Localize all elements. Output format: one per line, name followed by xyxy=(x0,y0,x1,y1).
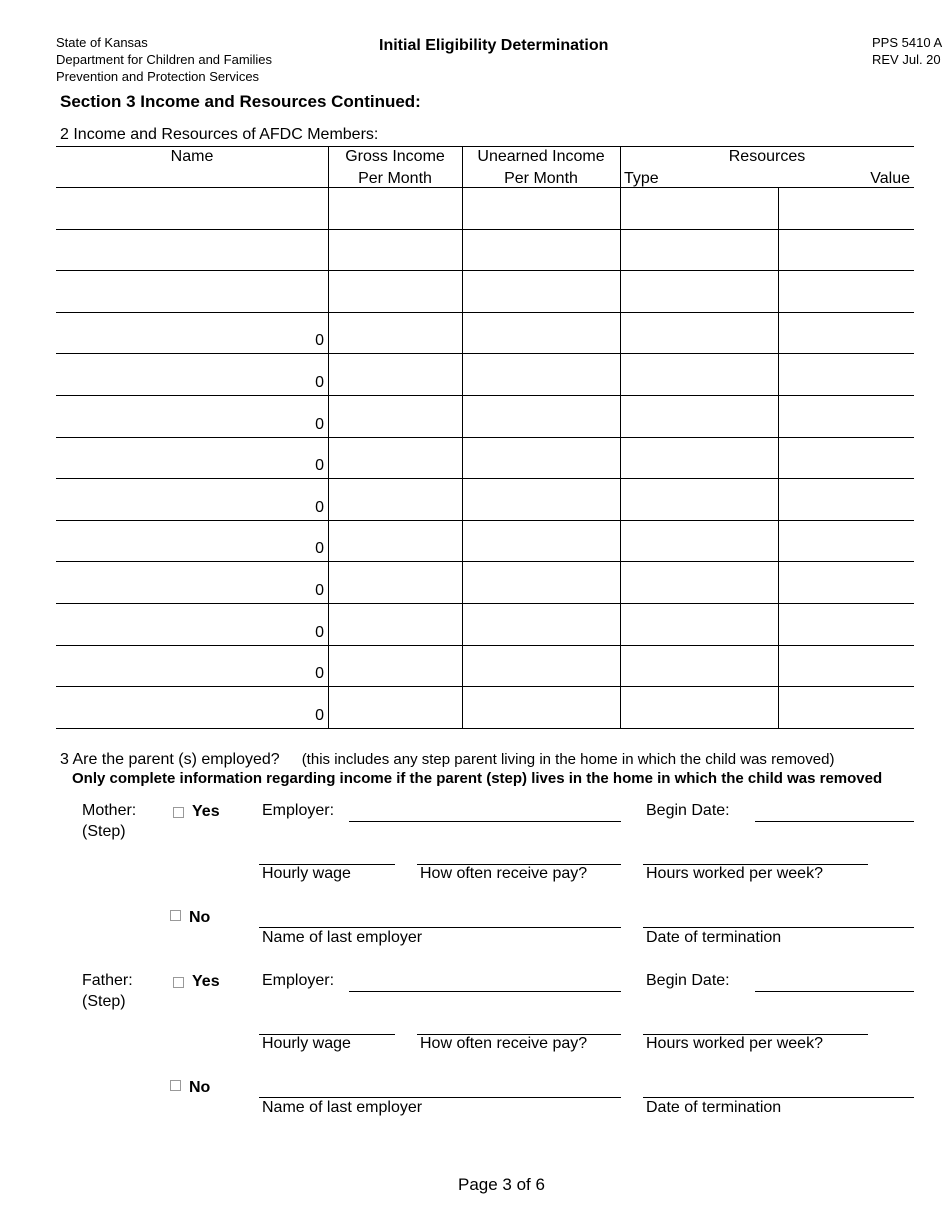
name-cell-value[interactable]: 0 xyxy=(315,624,324,641)
father-last-employer-label: Name of last employer xyxy=(262,1099,423,1116)
agency-line-1: State of Kansas xyxy=(56,35,148,50)
father-yes-label: Yes xyxy=(192,973,220,990)
table-row xyxy=(56,229,914,270)
mother-employer-input[interactable] xyxy=(349,821,621,822)
question-3-bold-note: Only complete information regarding income if the parent (step) lives in the home in which the child was removed xyxy=(72,770,883,787)
col-header-unearned-line2: Per Month xyxy=(504,170,578,187)
table-row xyxy=(56,645,914,686)
agency-line-2: Department for Children and Families xyxy=(56,52,273,67)
col-header-name: Name xyxy=(170,148,214,165)
father-no-label: No xyxy=(189,1079,211,1096)
col-header-type: Type xyxy=(624,170,659,187)
name-cell-value[interactable]: 0 xyxy=(315,540,324,557)
mother-step-label: (Step) xyxy=(82,823,126,840)
mother-termination-label: Date of termination xyxy=(646,929,782,946)
father-employer-input[interactable] xyxy=(349,991,621,992)
mother-begin-date-input[interactable] xyxy=(755,821,914,822)
name-cell-value[interactable]: 0 xyxy=(315,707,324,724)
table-row xyxy=(56,187,914,229)
name-cell-value[interactable]: 0 xyxy=(315,374,324,391)
row-separator xyxy=(56,728,914,729)
mother-employer-label: Employer: xyxy=(262,802,335,819)
mother-no-checkbox[interactable] xyxy=(170,910,181,921)
name-cell-value[interactable]: 0 xyxy=(315,499,324,516)
table-row xyxy=(56,437,914,478)
mother-last-employer-label: Name of last employer xyxy=(262,929,423,946)
agency-line-3: Prevention and Protection Services xyxy=(56,69,260,84)
mother-pay-frequency-label: How often receive pay? xyxy=(420,865,588,882)
name-cell-value[interactable]: 0 xyxy=(315,665,324,682)
name-cell-value[interactable]: 0 xyxy=(315,457,324,474)
form-number xyxy=(872,34,942,68)
name-cell-value[interactable]: 0 xyxy=(315,582,324,599)
table-row xyxy=(56,270,914,312)
father-termination-label: Date of termination xyxy=(646,1099,782,1116)
col-header-gross-line2: Per Month xyxy=(358,170,432,187)
col-header-unearned-line1: Unearned Income xyxy=(477,148,605,165)
page-number: Page 3 of 6 xyxy=(458,1175,545,1194)
mother-begin-date-label: Begin Date: xyxy=(646,802,730,819)
col-header-value: Value xyxy=(870,170,910,187)
table-title: 2 Income and Resources of AFDC Members: xyxy=(60,126,379,143)
col-header-unearned xyxy=(462,146,620,190)
section-title: Section 3 Income and Resources Continued: xyxy=(60,92,421,111)
form-title: Initial Eligibility Determination xyxy=(379,37,609,54)
question-3-note: (this includes any step parent living in the home in which the child was removed) xyxy=(301,751,835,768)
father-pay-frequency-label: How often receive pay? xyxy=(420,1035,588,1052)
table-top-border xyxy=(56,146,914,147)
col-header-resources: Resources xyxy=(728,148,806,165)
question-3-text: 3 Are the parent (s) employed? xyxy=(60,751,280,768)
mother-label: Mother: xyxy=(82,802,137,819)
form-revision: REV Jul. 20 xyxy=(872,52,941,67)
table-row xyxy=(56,312,914,353)
name-cell-value[interactable]: 0 xyxy=(315,416,324,433)
father-hourly-wage-label: Hourly wage xyxy=(262,1035,351,1052)
question-3 xyxy=(60,751,834,769)
father-begin-date-label: Begin Date: xyxy=(646,972,730,989)
table-row xyxy=(56,353,914,395)
form-id: PPS 5410 A xyxy=(872,35,943,50)
mother-hourly-wage-label: Hourly wage xyxy=(262,865,351,882)
father-begin-date-input[interactable] xyxy=(755,991,914,992)
father-yes-checkbox[interactable] xyxy=(173,977,184,988)
mother-yes-checkbox[interactable] xyxy=(173,807,184,818)
table-row xyxy=(56,603,914,645)
name-cell-value[interactable]: 0 xyxy=(315,332,324,349)
father-no-checkbox[interactable] xyxy=(170,1080,181,1091)
mother-hours-label: Hours worked per week? xyxy=(646,865,823,882)
mother-no-label: No xyxy=(189,909,211,926)
father-employer-label: Employer: xyxy=(262,972,335,989)
col-header-gross-line1: Gross Income xyxy=(345,148,445,165)
col-header-gross xyxy=(328,146,462,190)
father-hours-label: Hours worked per week? xyxy=(646,1035,823,1052)
agency-header xyxy=(56,34,272,85)
table-row xyxy=(56,520,914,561)
table-row xyxy=(56,686,914,728)
table-row xyxy=(56,478,914,520)
table-row xyxy=(56,561,914,603)
table-row xyxy=(56,395,914,437)
mother-yes-label: Yes xyxy=(192,803,220,820)
father-label: Father: xyxy=(82,972,133,989)
father-step-label: (Step) xyxy=(82,993,126,1010)
